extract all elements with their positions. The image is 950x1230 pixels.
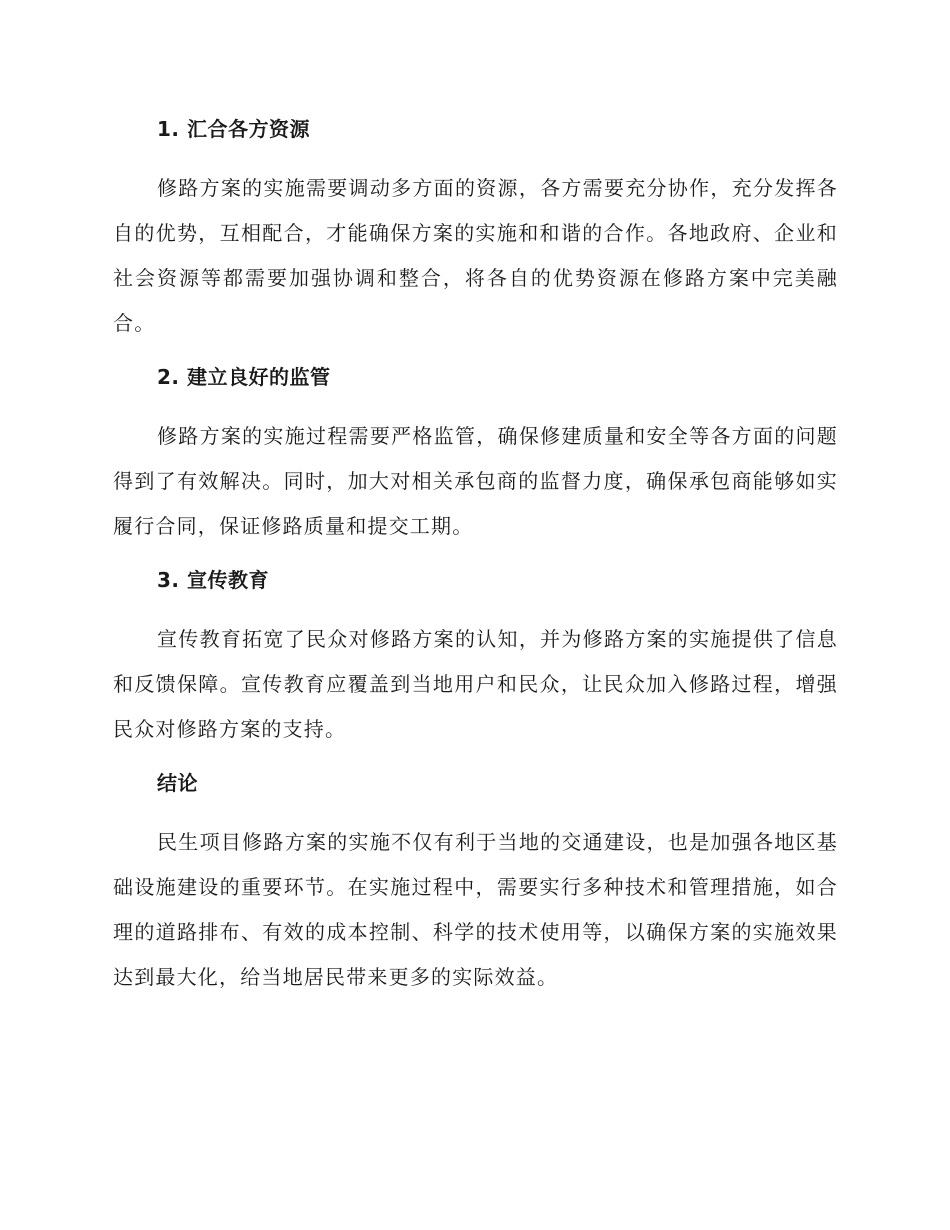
section-paragraph: 宣传教育拓宽了民众对修路方案的认知，并为修路方案的实施提供了信息和反馈保障。宣传教育应覆盖到当地用户和民众，让民众加入修路过程，增强民众对修路方案的支持。 [113,627,838,741]
section-publicity [113,565,838,752]
section-paragraph: 民生项目修路方案的实施不仅有利于当地的交通建设，也是加强各地区基础设施建设的重要环节。在实施过程中，需要实行多种技术和管理措施，如合理的道路排布、有效的成本控制、科学的技术使用等，以确保方案的实施效果达到最大化，给当地居民带来更多的实际效益。 [113,830,838,989]
section-heading: 2. 建立良好的监管 [157,365,331,389]
section-supervision [113,362,838,549]
section-conclusion [113,768,838,1000]
section-heading: 结论 [157,771,198,795]
section-paragraph: 修路方案的实施需要调动多方面的资源，各方需要充分协作，充分发挥各自的优势，互相配合，才能确保方案的实施和和谐的合作。各地政府、企业和社会资源等都需要加强协调和整合，将各自的优势资源在修路方案中完美融合。 [113,176,838,335]
section-paragraph: 修路方案的实施过程需要严格监管，确保修建质量和安全等各方面的问题得到了有效解决。同时，加大对相关承包商的监督力度，确保承包商能够如实履行合同，保证修路质量和提交工期。 [113,424,838,538]
section-resources [113,114,838,346]
section-heading: 3. 宣传教育 [157,568,269,592]
section-heading: 1. 汇合各方资源 [157,117,310,141]
